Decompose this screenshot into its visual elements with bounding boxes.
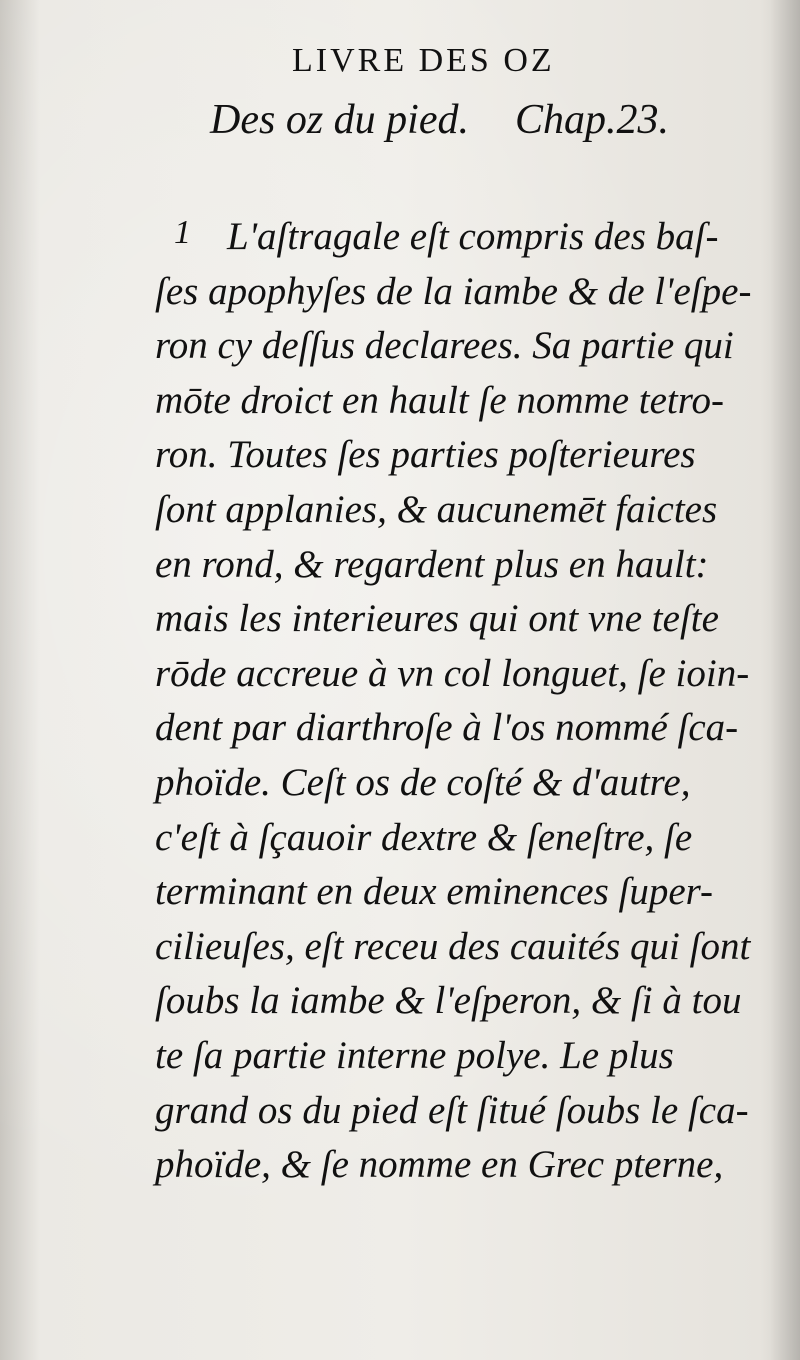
text-line: ron cy deſſus declarees. Sa partie qui <box>155 324 734 368</box>
bleed-through-margin-note <box>20 222 25 246</box>
text-line: cilieuſes, eſt receu des cauités qui ſont <box>155 924 751 968</box>
text-line: rōde accreue à vn col longuet, ſe ioin- <box>155 651 750 695</box>
text-line: grand os du pied eſt ſitué ſoubs le ſca- <box>155 1088 749 1132</box>
text-line: en rond, & regardent plus en hault: <box>155 542 709 586</box>
text-line: mōte droict en hault ſe nomme tetro- <box>155 378 724 422</box>
text-line: ſont applanies, & aucunemēt faictes <box>155 487 718 531</box>
body-text <box>155 210 785 1193</box>
text-line: dent par diarthroſe à l'os nommé ſca- <box>155 706 739 750</box>
chapter-title: Des oz du pied. <box>210 97 469 143</box>
page-edge-shadow <box>770 0 800 1360</box>
text-line: ſes apophyſes de la iambe & de l'eſpe- <box>155 269 752 313</box>
running-head: LIVRE DES OZ <box>292 42 555 79</box>
text-line: phoïde, & ſe nomme en Grec pterne, <box>155 1143 724 1187</box>
text-line: L'aſtragale eſt compris des baſ- <box>227 215 719 258</box>
text-line: phoïde. Ceſt os de coſté & d'autre, <box>155 760 691 804</box>
section-number: 1 <box>174 214 191 251</box>
text-line: ſoubs la iambe & l'eſperon, & ſi à tou <box>155 979 742 1023</box>
chapter-heading <box>210 96 669 144</box>
text-line: c'eſt à ſçauoir dextre & ſeneſtre, ſe <box>155 815 693 859</box>
text-line: terminant en deux eminences ſuper- <box>155 870 714 914</box>
chapter-number: Chap.23. <box>514 97 669 143</box>
text-line: te ſa partie interne polye. Le plus <box>155 1033 674 1077</box>
text-line: ron. Toutes ſes parties poſterieures <box>155 433 696 477</box>
text-line: mais les interieures qui ont vne teſte <box>155 597 719 641</box>
